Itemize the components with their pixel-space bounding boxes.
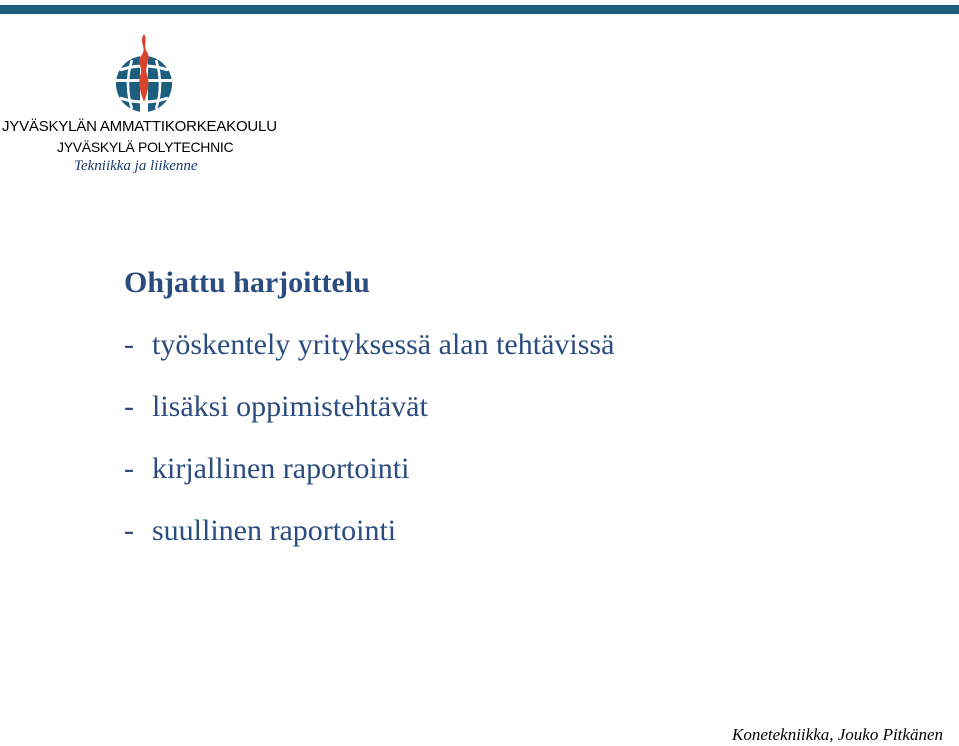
bullet-list	[124, 328, 614, 576]
footer-author: Konetekniikka, Jouko Pitkänen	[732, 725, 943, 744]
bullet-marker: -	[124, 514, 134, 547]
top-bar	[0, 5, 959, 14]
bullet-text: työskentely yrityksessä alan tehtävissä	[152, 328, 615, 361]
bullet-item	[124, 452, 614, 514]
organization-name: JYVÄSKYLÄN AMMATTIKORKEAKOULU	[2, 118, 277, 135]
department-name: Tekniikka ja liikenne	[74, 158, 198, 174]
slide-title: Ohjattu harjoittelu	[124, 266, 370, 299]
bullet-text: lisäksi oppimistehtävät	[152, 390, 428, 423]
bullet-marker: -	[124, 390, 134, 423]
organization-name-english: JYVÄSKYLÄ POLYTECHNIC	[57, 139, 234, 155]
flame-globe-logo-icon	[110, 32, 178, 114]
bullet-text: kirjallinen raportointi	[152, 452, 410, 485]
bullet-item	[124, 328, 614, 390]
bullet-item	[124, 514, 614, 576]
bullet-item	[124, 390, 614, 452]
bullet-text: suullinen raportointi	[152, 514, 397, 547]
bullet-marker: -	[124, 328, 134, 361]
bullet-marker: -	[124, 452, 134, 485]
